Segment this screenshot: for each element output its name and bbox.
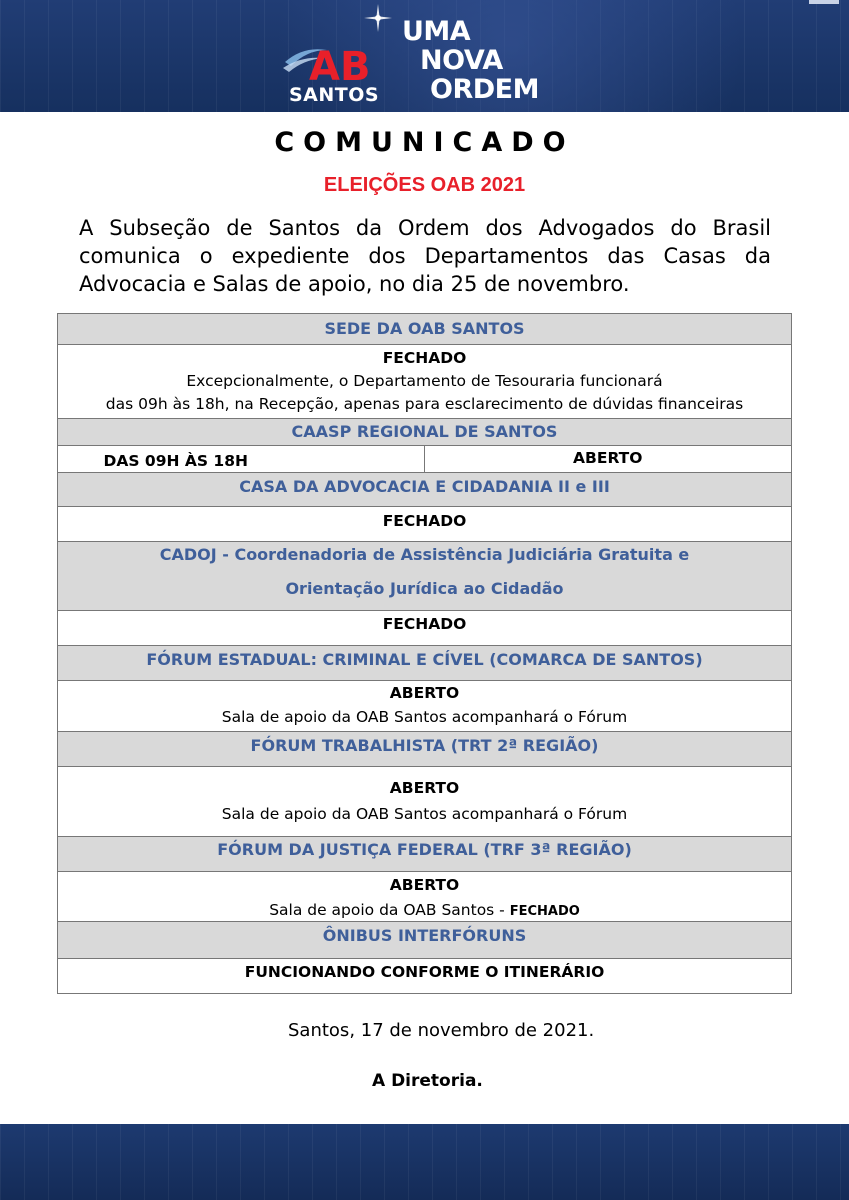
logo-city: SANTOS — [289, 84, 380, 106]
section-header-text: FÓRUM TRABALHISTA (TRT 2ª REGIÃO) — [250, 736, 599, 755]
section-body-caasp — [58, 446, 791, 473]
schedule-table — [57, 313, 792, 994]
note-text: Excepcionalmente, o Departamento de Tesouraria funcionará — [186, 372, 663, 390]
section-header-onibus — [58, 922, 791, 959]
section-body-casa — [58, 507, 791, 542]
slogan — [402, 17, 539, 104]
section-body-cadoj — [58, 611, 791, 646]
status-text: ABERTO — [389, 779, 460, 797]
note-status: FECHADO — [509, 904, 580, 919]
section-header-text: FÓRUM ESTADUAL: CRIMINAL E CÍVEL (COMARCA DE SANTOS) — [146, 650, 703, 669]
section-header-text: ÔNIBUS INTERFÓRUNS — [322, 926, 527, 945]
section-header-text: SEDE DA OAB SANTOS — [324, 319, 525, 338]
section-header-text: CADOJ - Coordenadoria de Assistência Judiciária Gratuita e — [159, 545, 690, 564]
status-text: ABERTO — [573, 449, 643, 467]
header-banner — [0, 0, 849, 112]
section-header-forum-federal — [58, 837, 791, 872]
status-text: ABERTO — [389, 684, 460, 702]
note-line — [58, 897, 791, 925]
section-body-sede — [58, 345, 791, 419]
note-text: Sala de apoio da OAB Santos acompanhará o Fórum — [221, 708, 628, 726]
status-text: FECHADO — [382, 512, 467, 530]
logo-text: AB — [309, 44, 371, 90]
section-body-forum-federal — [58, 872, 791, 922]
slogan-line-3: ORDEM — [430, 74, 539, 105]
page-subtitle: ELEIÇÕES OAB 2021 — [323, 174, 526, 196]
section-header-text: Orientação Jurídica ao Cidadão — [285, 579, 564, 598]
dateline: Santos, 17 de novembro de 2021. — [288, 1020, 595, 1041]
hours-text: DAS 09H ÀS 18H — [58, 446, 425, 472]
section-header-text: CASA DA ADVOCACIA E CIDADANIA II e III — [239, 477, 610, 496]
section-body-onibus — [58, 959, 791, 993]
footer-banner — [0, 1124, 849, 1200]
section-header-forum-estadual — [58, 646, 791, 681]
sparkle-icon — [364, 4, 392, 32]
signature: A Diretoria. — [372, 1071, 483, 1091]
status-text: FUNCIONANDO CONFORME O ITINERÁRIO — [244, 963, 605, 981]
slogan-line-1: UMA — [402, 16, 471, 47]
section-header-sede — [58, 314, 791, 345]
section-header-text: CAASP REGIONAL DE SANTOS — [291, 422, 558, 441]
corner-mark — [809, 0, 839, 4]
page-title: COMUNICADO — [274, 127, 575, 158]
note-text: Sala de apoio da OAB Santos - — [269, 901, 510, 919]
section-body-forum-estadual — [58, 681, 791, 732]
note-text: das 09h às 18h, na Recepção, apenas para esclarecimento de dúvidas financeiras — [105, 395, 744, 413]
intro-paragraph: A Subseção de Santos da Ordem dos Advogados do Brasil comunica o expediente dos Departamentos das Casas da Advocacia e Salas de apoio, no dia 25 de novembro. — [79, 216, 771, 296]
status-text: FECHADO — [382, 349, 467, 367]
section-header-cadoj — [58, 542, 791, 611]
slogan-line-2: NOVA — [420, 45, 503, 76]
note-text: Sala de apoio da OAB Santos acompanhará o Fórum — [221, 805, 628, 823]
section-header-caasp — [58, 419, 791, 446]
status-text: ABERTO — [389, 876, 460, 894]
section-header-casa — [58, 473, 791, 507]
status-text: FECHADO — [382, 615, 467, 633]
section-header-forum-trabalhista — [58, 732, 791, 767]
section-body-forum-trabalhista — [58, 767, 791, 837]
section-header-text: FÓRUM DA JUSTIÇA FEDERAL (TRF 3ª REGIÃO) — [217, 840, 632, 859]
